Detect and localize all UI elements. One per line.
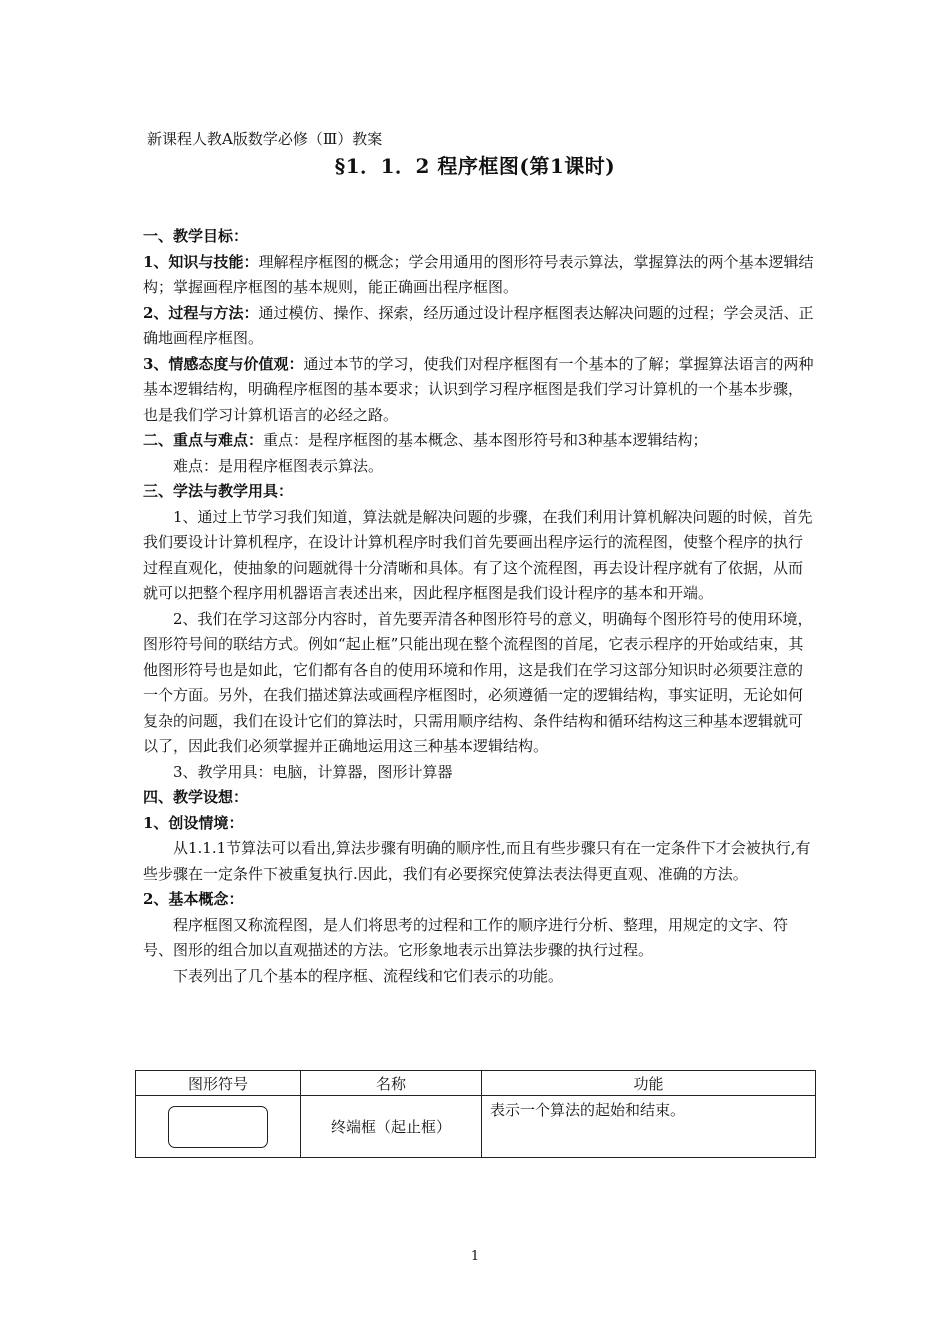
flowchart-symbol-table: [135, 1070, 816, 1158]
objective-label: 1、知识与技能：: [143, 252, 259, 271]
column-header: 图形符号: [136, 1071, 301, 1096]
subheading-scenario: 1、创设情境：: [143, 813, 244, 832]
page-number: 1: [470, 1249, 480, 1264]
name-cell: 终端框（起止框）: [301, 1096, 482, 1158]
objective-text: 通过本节的学习，使我们对程序框图有一个基本的了解；掌握算法语言的两种基本逻辑结构，明确程序框图的基本要求；认识到学习程序框图是我们学习计算机的一个基本步骤，也是我们学习计算机语言的必经之路。: [143, 354, 814, 424]
document-body: [143, 224, 815, 989]
key-point-text: 重点：是程序框图的基本概念、基本图形符号和3种基本逻辑结构；: [263, 431, 708, 449]
concepts-paragraph-1: 程序框图又称流程图，是人们将思考的过程和工作的顺序进行分析、整理，用规定的文字、符号、图形的组合加以直观描述的方法。它形象地表示出算法步骤的执行过程。: [143, 915, 789, 959]
terminal-symbol-icon: [168, 1106, 268, 1148]
symbol-cell: [136, 1096, 301, 1158]
objective-label: 3、情感态度与价值观：: [143, 354, 304, 373]
methods-paragraph-1: 1、通过上节学习我们知道，算法就是解决问题的步骤，在我们利用计算机解决问题的时候，首先我们要设计计算机程序，在设计计算机程序时我们首先要画出程序运行的流程图，使整个程序的执行过程直观化，使抽象的问题就得十分清晰和具体。有了这个流程图，再去设计程序就有了依据，从而就可以把整个程序用机器语言表述出来，因此程序框图是我们设计程序的基本和开端。: [143, 507, 813, 602]
course-header: 新课程人教A版数学必修（Ⅲ）教案: [147, 130, 383, 148]
methods-paragraph-2: 2、我们在学习这部分内容时，首先要弄清各种图形符号的意义，明确每个图形符号的使用环境，图形符号间的联结方式。例如“起止框”只能出现在整个流程图的首尾，它表示程序的开始或结束，其他图形符号也是如此，它们都有各自的使用环境和作用，这是我们在学习这部分知识时必须要注意的一个方面。另外，在我们描述算法或画程序框图时，必须遵循一定的逻辑结构，事实证明，无论如何复杂的问题，我们在设计它们的算法时，只需用顺序结构、条件结构和循环结构这三种基本逻辑就可以了，因此我们必须掌握并正确地运用这三种基本逻辑结构。: [143, 609, 813, 755]
scenario-paragraph: 从1.1.1节算法可以看出,算法步骤有明确的顺序性,而且有些步骤只有在一定条件下才会被执行,有些步骤在一定条件下被重复执行.因此，我们有必要探究使算法表法得更直观、准确的方法。: [143, 839, 811, 883]
section-heading-methods: 三、学法与教学用具：: [143, 482, 294, 500]
objective-text: 通过模仿、操作、探索，经历通过设计程序框图表达解决问题的过程；学会灵活、正确地画程序框图。: [143, 303, 814, 347]
table-row: [136, 1096, 816, 1158]
page-title: §1．1．2 程序框图(第1课时): [334, 154, 616, 178]
objective-text: 理解程序框图的概念；学会用通用的图形符号表示算法，掌握算法的两个基本逻辑结构；掌握画程序框图的基本规则，能正确画出程序框图。: [143, 252, 814, 296]
difficulty-text: 难点：是用程序框图表示算法。: [173, 456, 384, 475]
concepts-paragraph-2: 下表列出了几个基本的程序框、流程线和它们表示的功能。: [173, 966, 564, 985]
subheading-concepts: 2、基本概念：: [143, 890, 244, 908]
objective-attitude: [143, 352, 815, 429]
methods-paragraph-3: 3、教学用具：电脑，计算器，图形计算器: [173, 762, 453, 781]
objective-process: [143, 301, 815, 352]
column-header: 名称: [301, 1071, 482, 1096]
section-heading-objectives: 一、教学目标：: [143, 227, 249, 245]
section-heading-key-points: 二、重点与难点：: [143, 431, 264, 449]
function-cell: 表示一个算法的起始和结束。: [482, 1096, 816, 1158]
table-header-row: [136, 1071, 816, 1096]
objective-knowledge: [143, 250, 815, 301]
section-heading-design: 四、教学设想：: [143, 788, 249, 806]
column-header: 功能: [482, 1071, 816, 1096]
objective-label: 2、过程与方法：: [143, 303, 259, 322]
key-points: [143, 428, 815, 454]
